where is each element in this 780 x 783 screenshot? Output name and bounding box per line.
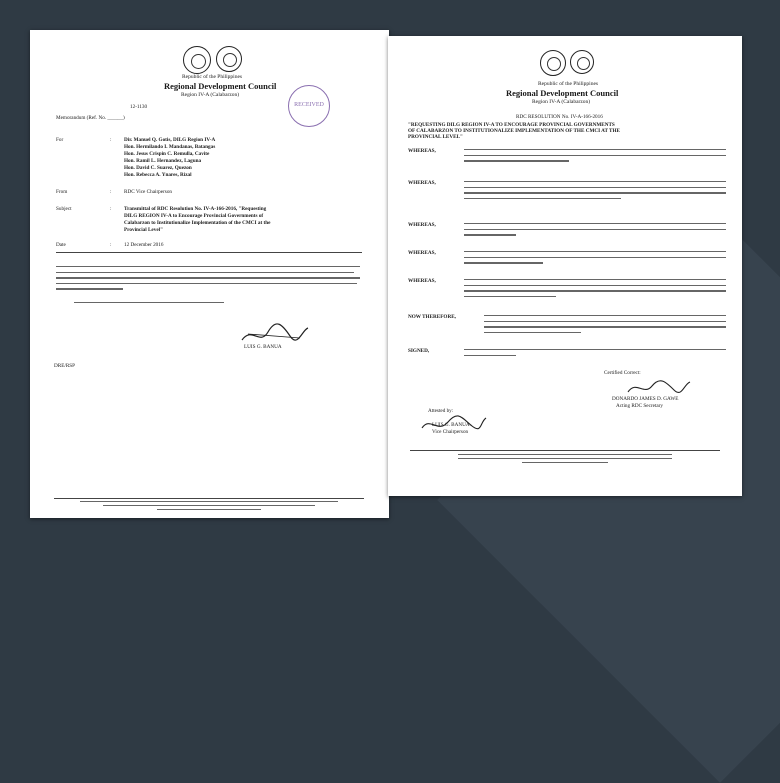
resolution-title-1: "REQUESTING DILG REGION IV-A TO ENCOURAGE PROVINCIAL GOVERNMENTS <box>408 122 615 128</box>
resolution-number: RDC RESOLUTION No. IV-A-166-2016 <box>516 114 603 120</box>
resolved-text <box>484 315 726 337</box>
signatory-name: LUIS G. BANUA <box>244 344 282 350</box>
whereas-1-text <box>464 149 726 166</box>
from-value: RDC Vice Chairperson <box>124 189 173 195</box>
chairperson-title: Vice Chairperson <box>432 429 469 435</box>
footer-address <box>458 454 672 467</box>
subject-line-2: DILG REGION IV-A to Encourage Provincial Governments of <box>124 213 264 219</box>
footer-divider <box>410 450 720 451</box>
date-value: 12 December 2016 <box>124 242 164 248</box>
rdc-logo-icon <box>216 46 242 72</box>
recipient-1: Dir. Manuel Q. Gotis, DILG Region IV-A <box>124 137 216 143</box>
subject-colon: : <box>110 206 112 212</box>
republic-label: Republic of the Philippines <box>538 81 599 87</box>
resolution-title-2: OF CALABARZON TO INSTITUTIONALIZE IMPLEMENTATION OF THE CMCI AT THE <box>408 128 621 134</box>
whereas-5: WHEREAS, <box>408 278 436 284</box>
region-label: Region IV-A (Calabarzon) <box>532 99 591 105</box>
from-colon: : <box>110 189 112 195</box>
attested-by: Attested by: <box>428 408 454 414</box>
stamp-text: RECEIVED <box>294 102 324 108</box>
recipient-5: Hon. David C. Suarez, Quezon <box>124 165 192 171</box>
footer-divider <box>54 498 364 499</box>
footer-address <box>80 501 338 514</box>
date-label: Date <box>56 242 66 248</box>
from-label: From <box>56 189 68 195</box>
for-colon: : <box>110 137 112 143</box>
region-label: Region IV-A (Calabarzon) <box>181 92 240 98</box>
initials: DRE/RSP <box>54 363 76 369</box>
recipient-6: Hon. Rebecca A. Ynares, Rizal <box>124 172 192 178</box>
received-stamp <box>288 85 330 127</box>
consideration-line <box>74 302 224 308</box>
subject-line-1: Transmittal of RDC Resolution No. IV-A-166-2016, "Requesting <box>124 206 267 212</box>
for-label: For <box>56 137 64 143</box>
signature-left <box>238 320 310 346</box>
header-divider <box>56 252 362 253</box>
signed-text <box>464 349 726 360</box>
resolution-title-3: PROVINCIAL LEVEL" <box>408 134 463 140</box>
council-title: Regional Development Council <box>164 81 277 91</box>
secretary-name: DONARDO JAMES D. GAWE <box>612 396 679 402</box>
recipient-3: Hon. Jesus Crispin C. Remulla, Cavite <box>124 151 210 157</box>
whereas-5-text <box>464 279 726 301</box>
now-therefore: NOW THEREFORE, <box>408 314 456 320</box>
memo-number-handwritten: 12-1130 <box>130 104 148 110</box>
whereas-3: WHEREAS, <box>408 222 436 228</box>
subject-label: Subject <box>56 206 72 212</box>
subject-line-3: Calabarzon to Institutionalize Implementation of the CMCI at the <box>124 220 271 226</box>
philippines-seal-icon <box>183 46 211 74</box>
signed-label: SIGNED, <box>408 348 430 354</box>
republic-label: Republic of the Philippines <box>182 74 243 80</box>
council-title: Regional Development Council <box>506 88 619 98</box>
date-colon: : <box>110 242 112 248</box>
resolution-page <box>388 36 742 496</box>
memorandum-page <box>30 30 389 518</box>
rdc-logo-icon <box>570 50 594 74</box>
whereas-3-text <box>464 223 726 240</box>
certified-correct: Certified Correct: <box>604 370 641 376</box>
whereas-4: WHEREAS, <box>408 250 436 256</box>
secretary-title: Acting RDC Secretary <box>616 403 663 409</box>
whereas-2: WHEREAS, <box>408 180 436 186</box>
whereas-4-text <box>464 251 726 268</box>
philippines-seal-icon <box>540 50 566 76</box>
recipient-4: Hon. Ramil L. Hernandez, Laguna <box>124 158 202 164</box>
subject-line-4: Provincial Level" <box>124 227 163 233</box>
memorandum-label: Memorandum (Ref. No. ______) <box>56 115 125 121</box>
signature-secretary <box>624 376 694 398</box>
chairperson-name: LUIS G. BANUA <box>432 422 470 428</box>
whereas-2-text <box>464 181 726 203</box>
recipient-2: Hon. Hermilando I. Mandanas, Batangas <box>124 144 216 150</box>
whereas-1: WHEREAS, <box>408 148 436 154</box>
body-paragraph <box>56 266 360 294</box>
